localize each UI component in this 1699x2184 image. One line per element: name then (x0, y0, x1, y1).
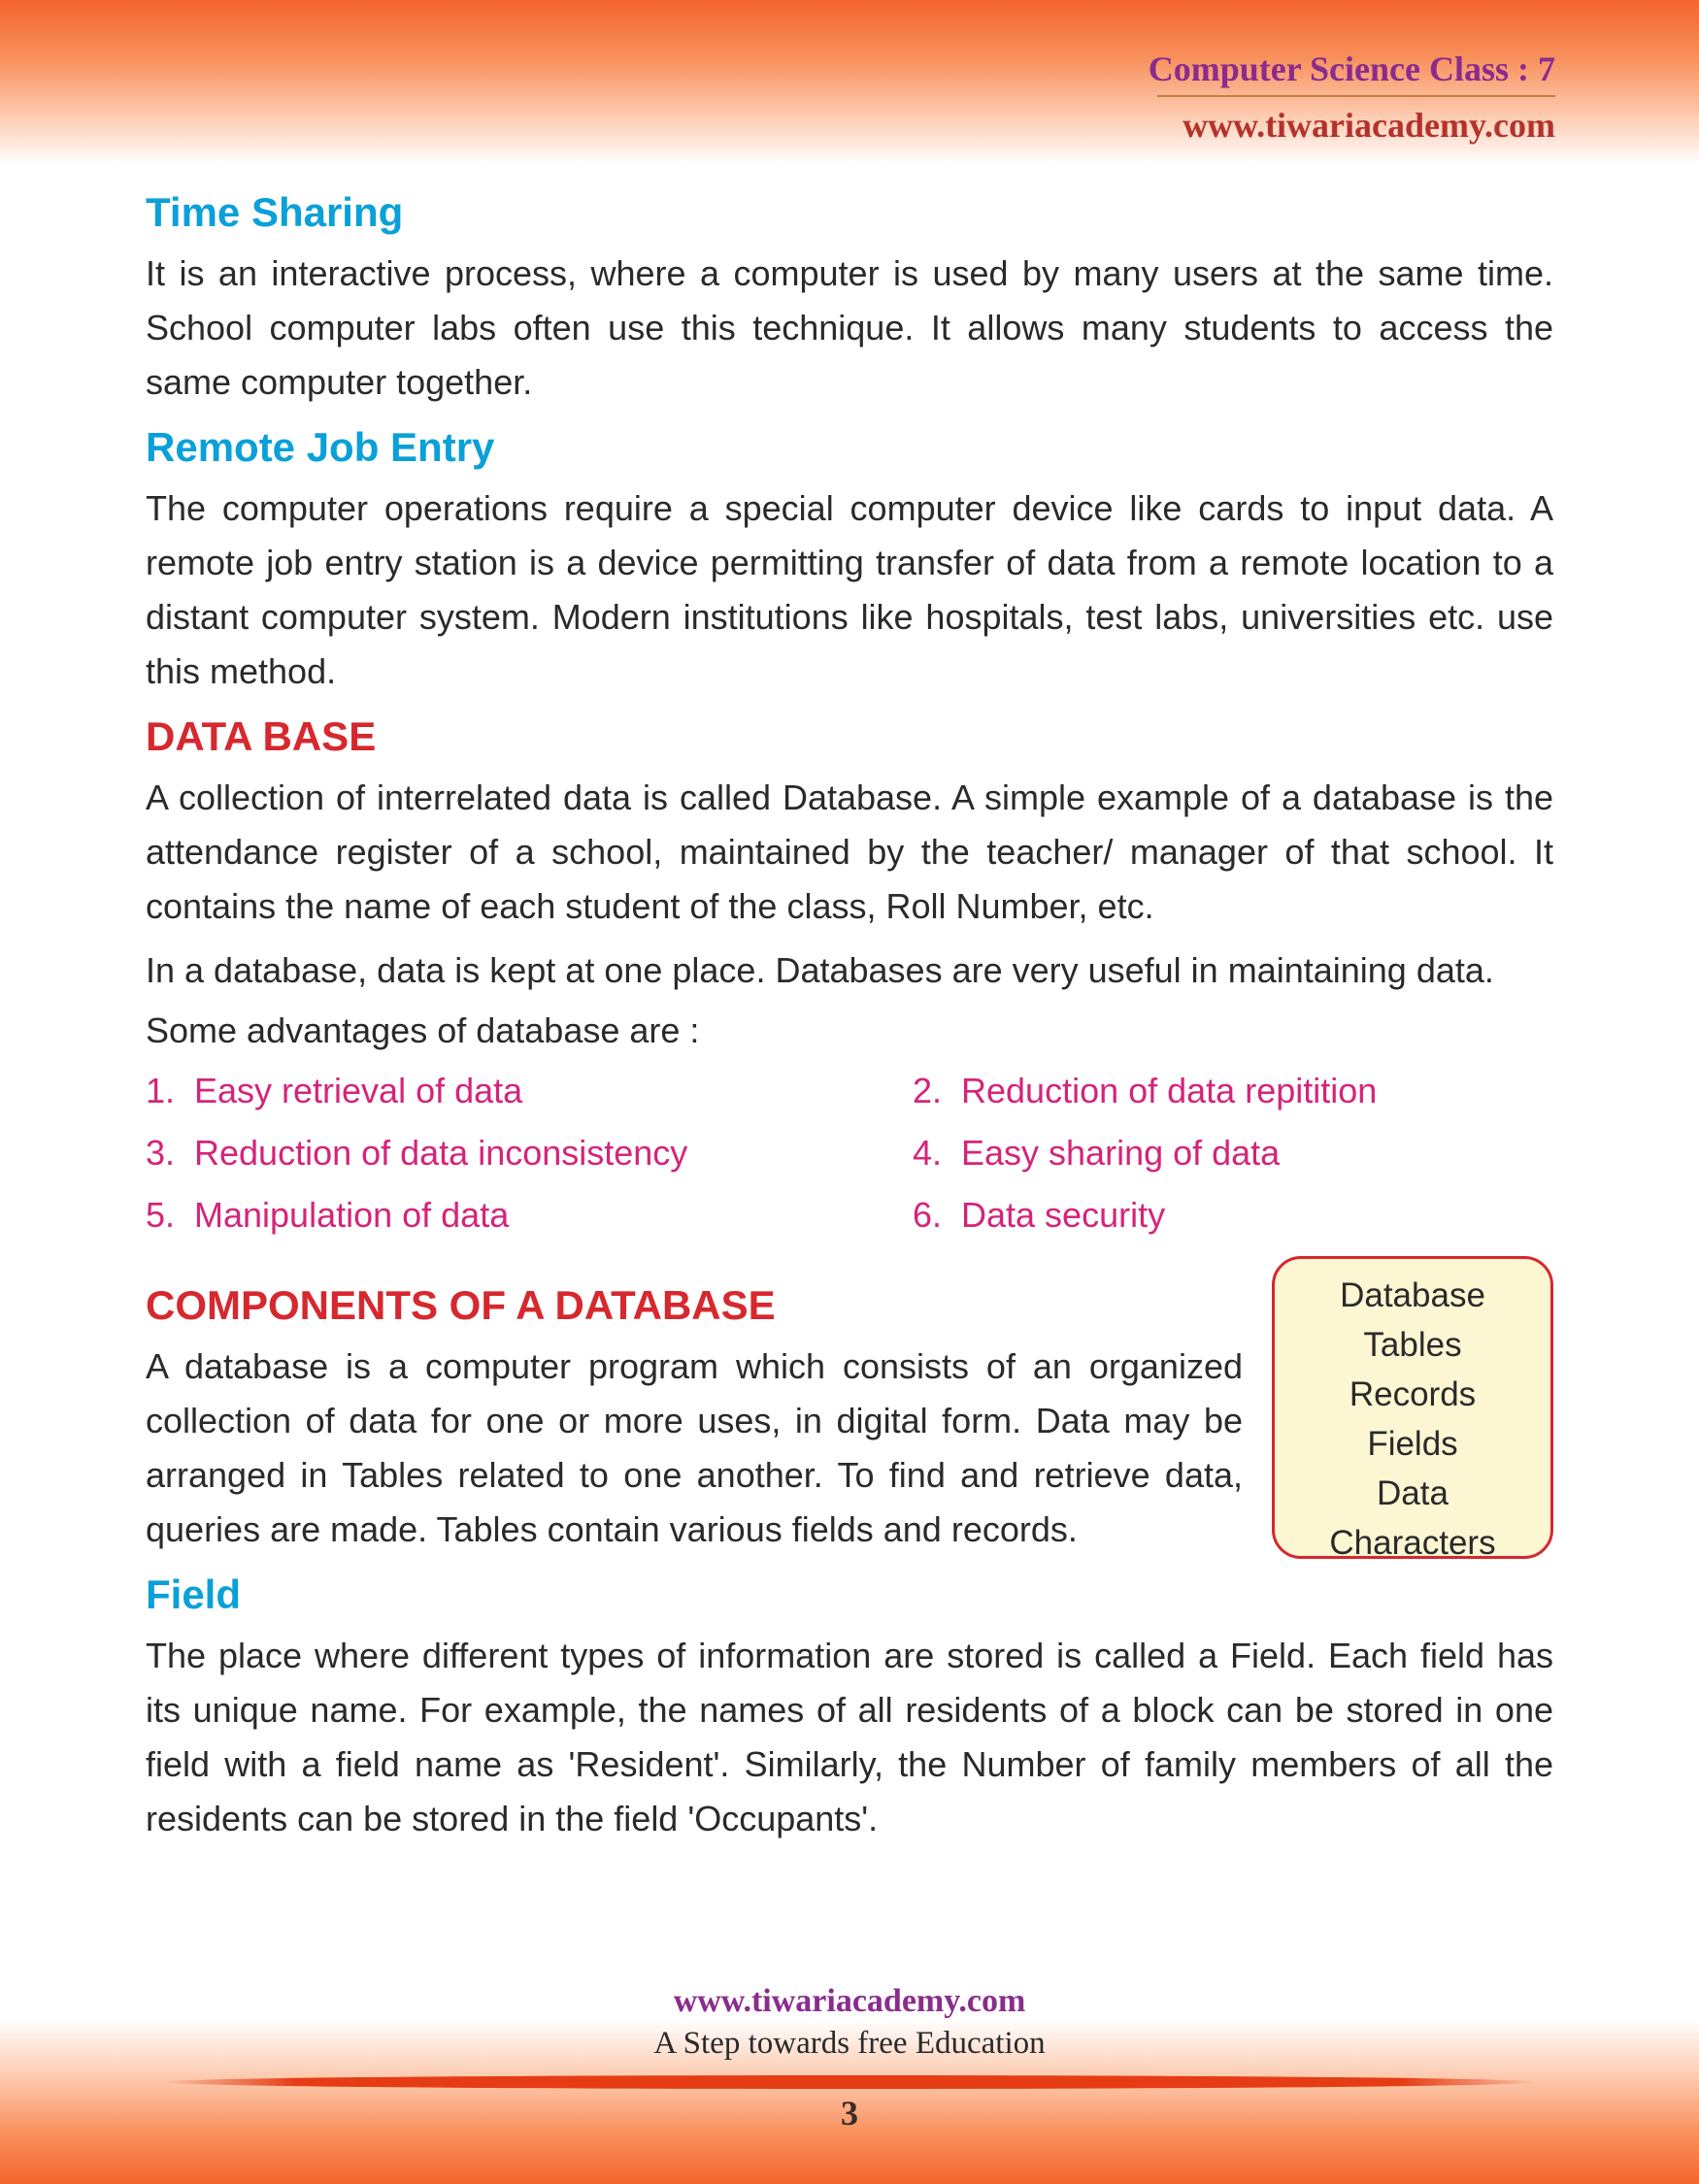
page-number: 3 (841, 2094, 858, 2133)
list-item-text: Manipulation of data (194, 1195, 510, 1235)
time-sharing-paragraph: It is an interactive process, where a computer is used by many users at the same time. School computer labs often use this technique. It allows many students to access the same computer together. (146, 253, 1553, 402)
time-sharing-heading: Time Sharing (146, 189, 404, 235)
list-item (146, 1064, 913, 1118)
database-paragraph-2: In a database, data is kept at one place. Databases are very useful in maintaining data. (146, 950, 1494, 990)
components-paragraph: A database is a computer program which consists of an organized collection of data for one or more uses, in digital form. Data may be arranged in Tables related to one another. To find and retrieve data, queries are made. Tables contain various fields and records. (146, 1346, 1243, 1549)
components-heading: COMPONENTS OF A DATABASE (146, 1282, 776, 1328)
list-item (913, 1188, 1553, 1242)
list-item (913, 1064, 1553, 1118)
list-item (913, 1126, 1553, 1180)
box-item-records: Records (1349, 1375, 1477, 1413)
list-item-number: 1. (146, 1071, 176, 1110)
list-item-text: Easy retrieval of data (194, 1071, 523, 1110)
header-divider (1157, 95, 1555, 97)
database-advantages-intro: Some advantages of database are : (146, 1010, 700, 1050)
box-item-database: Database (1340, 1276, 1485, 1314)
remote-job-entry-paragraph: The computer operations require a special computer device like cards to input data. A remote job entry station is a device permitting transfer of data from a remote location to a distant computer system. Modern institutions like hospitals, test labs, universities etc. use this method. (146, 488, 1553, 691)
page-footer (0, 1980, 1699, 2064)
footer-tagline: A Step towards free Education (653, 2026, 1046, 2061)
list-item-number: 2. (913, 1071, 943, 1110)
field-heading: Field (146, 1572, 242, 1617)
box-item-tables: Tables (1363, 1326, 1462, 1364)
list-item-text: Data security (961, 1195, 1166, 1235)
header-subject: Computer Science Class : 7 (1148, 50, 1555, 88)
list-item-number: 5. (146, 1195, 176, 1235)
list-item (146, 1188, 913, 1242)
box-item-data: Data (1377, 1474, 1449, 1512)
list-item-number: 6. (913, 1195, 943, 1235)
list-item-text: Reduction of data repitition (961, 1071, 1378, 1110)
database-paragraph: A collection of interrelated data is called Database. A simple example of a database is the attendance register of a school, maintained by the teacher/ manager of that school. It contains the name of each student of the class, Roll Number, etc. (146, 778, 1553, 926)
footer-site-link[interactable]: www.tiwariacademy.com (673, 1983, 1026, 2019)
advantages-list (146, 1064, 1553, 1242)
list-item-number: 4. (913, 1133, 943, 1173)
box-item-fields: Fields (1367, 1425, 1458, 1463)
main-content (146, 184, 1553, 1856)
footer-divider (160, 2075, 1539, 2089)
list-item-number: 3. (146, 1133, 176, 1173)
database-heading: DATA BASE (146, 713, 377, 759)
box-item-characters: Characters (1329, 1524, 1496, 1562)
page-header (1149, 47, 1555, 148)
components-section (146, 1276, 1553, 1562)
remote-job-entry-heading: Remote Job Entry (146, 424, 495, 470)
list-item (146, 1126, 913, 1180)
list-item-text: Reduction of data inconsistency (194, 1133, 688, 1173)
header-site-link[interactable]: www.tiwariacademy.com (1183, 106, 1555, 145)
components-hierarchy-box (1272, 1256, 1553, 1562)
field-paragraph: The place where different types of information are stored is called a Field. Each field has its unique name. For example, the names of all residents of a block can be stored in one field with a field name as 'Resident'. Similarly, the Number of family members of all the residents can be stored in the field 'Occupants'. (146, 1636, 1553, 1838)
list-item-text: Easy sharing of data (961, 1133, 1281, 1173)
